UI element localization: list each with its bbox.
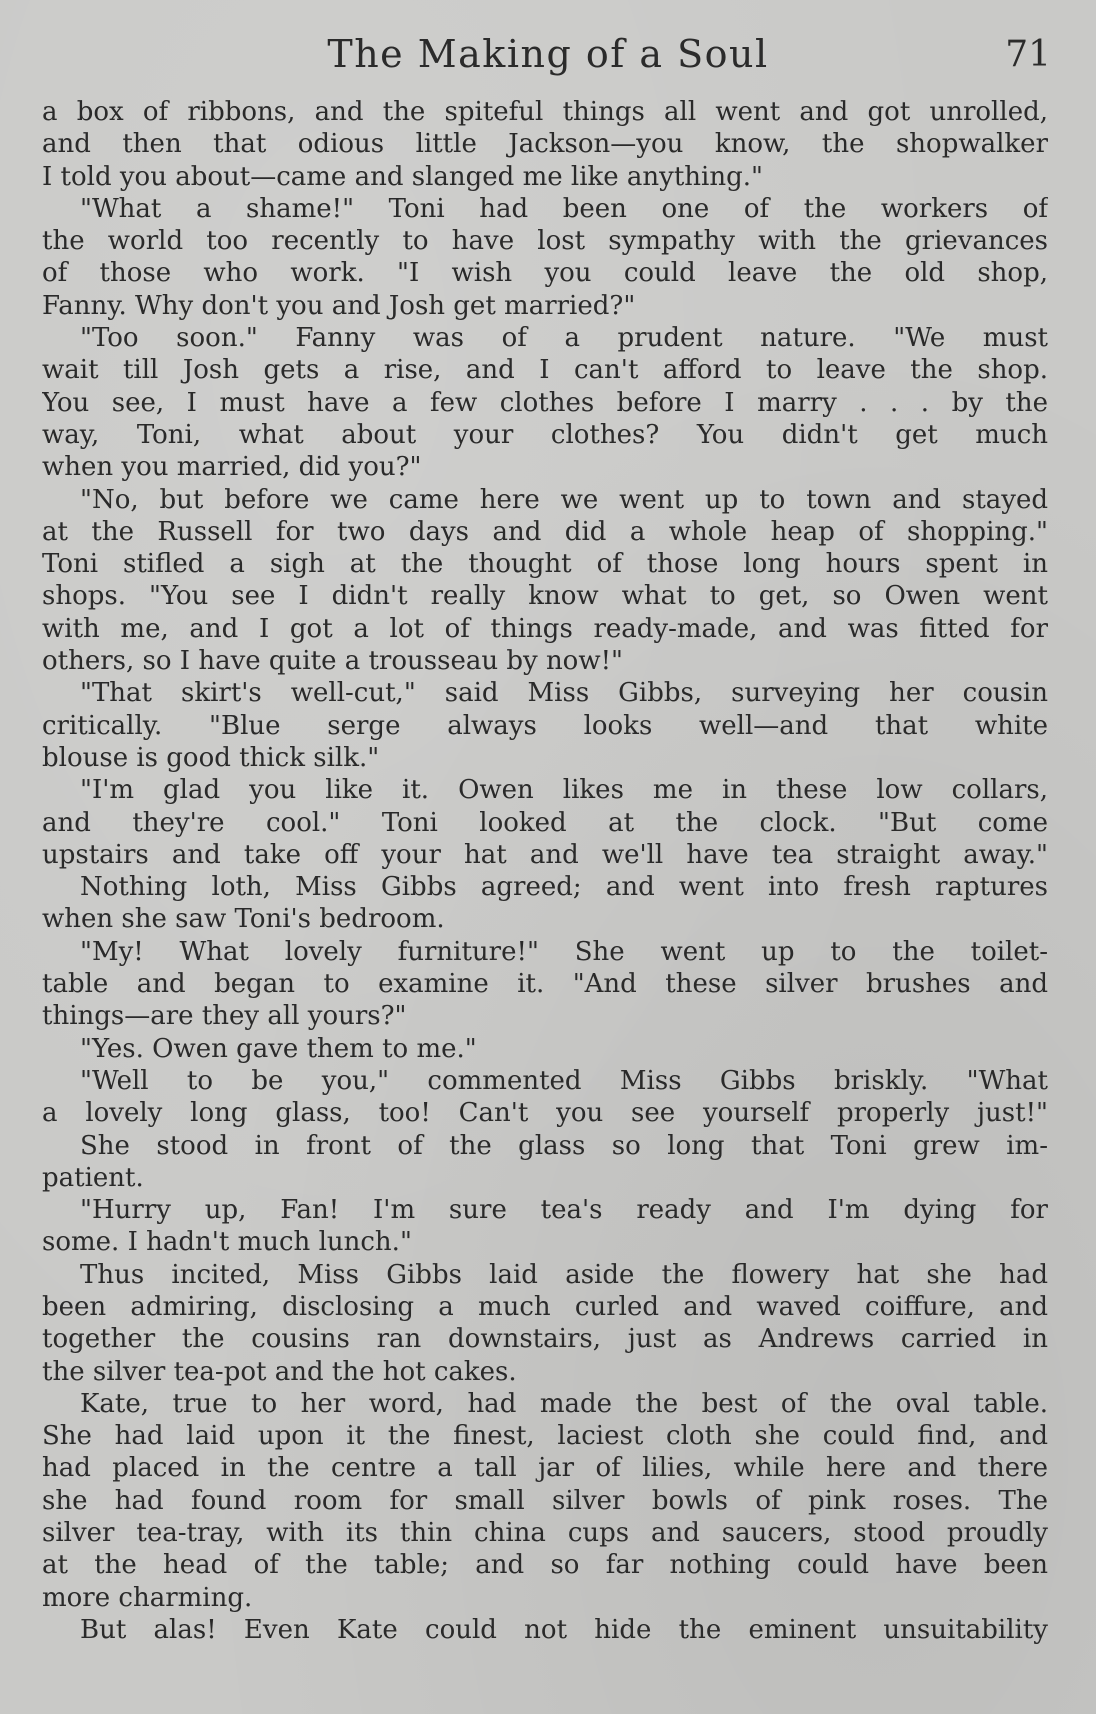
text-line: the world too recently to have lost sympathy with the grievances [42, 226, 1048, 257]
text-line: way, Toni, what about your clothes? You didn't get much [42, 419, 1048, 450]
text-line: of those who work. "I wish you could leave the old shop, [42, 258, 1048, 289]
text-line: more charming. [42, 1582, 253, 1613]
text-line: wait till Josh gets a rise, and I can't afford to leave the shop. [42, 355, 1048, 386]
running-header [0, 28, 1096, 88]
text-line: She had laid upon it the finest, laciest cloth she could find, and [42, 1421, 1048, 1452]
text-line: I told you about—came and slanged me like anything." [42, 161, 763, 192]
text-line: But alas! Even Kate could not hide the eminent unsuitability [80, 1614, 1048, 1645]
text-line: "Too soon." Fanny was of a prudent nature. "We must [80, 323, 1048, 354]
text-line: Fanny. Why don't you and Josh get married?" [42, 290, 636, 321]
text-line: when she saw Toni's bedroom. [42, 904, 445, 935]
text-line: "What a shame!" Toni had been one of the workers of [80, 193, 1048, 224]
text-line: when you married, did you?" [42, 452, 422, 483]
text-line: a box of ribbons, and the spiteful things all went and got unrolled, [42, 97, 1048, 127]
page-title: The Making of a Soul [327, 32, 769, 76]
text-line: silver tea-tray, with its thin china cups and saucers, stood proudly [42, 1518, 1048, 1549]
text-line: blouse is good thick silk." [42, 742, 380, 773]
text-line: upstairs and take off your hat and we'll have tea straight away." [42, 839, 1048, 870]
body-text [42, 96, 1048, 1646]
text-line: and then that odious little Jackson—you know, the shopwalker [42, 129, 1048, 160]
text-line: a lovely long glass, too! Can't you see yourself properly just!" [42, 1098, 1048, 1129]
text-line: "No, but before we came here we went up to town and stayed [80, 484, 1048, 515]
text-line: had placed in the centre a tall jar of lilies, while here and there [42, 1453, 1048, 1484]
text-line: Toni stifled a sigh at the thought of those long hours spent in [42, 549, 1048, 580]
text-line: She stood in front of the glass so long that Toni grew im- [80, 1130, 1048, 1161]
text-line: Thus incited, Miss Gibbs laid aside the flowery hat she had [80, 1259, 1048, 1290]
text-line: Nothing loth, Miss Gibbs agreed; and went into fresh raptures [80, 872, 1048, 903]
text-line: been admiring, disclosing a much curled and waved coiffure, and [42, 1291, 1048, 1322]
text-line: things—are they all yours?" [42, 1001, 407, 1032]
text-line: at the Russell for two days and did a whole heap of shopping." [42, 516, 1048, 547]
text-line: shops. "You see I didn't really know what to get, so Owen went [42, 581, 1048, 612]
text-line: "Well to be you," commented Miss Gibbs briskly. "What [80, 1065, 1048, 1096]
text-line: the silver tea-pot and the hot cakes. [42, 1356, 517, 1387]
text-line: at the head of the table; and so far nothing could have been [42, 1550, 1048, 1581]
text-line: table and began to examine it. "And these silver brushes and [42, 969, 1048, 1000]
text-line: "I'm glad you like it. Owen likes me in these low collars, [80, 775, 1048, 806]
text-line: "Yes. Owen gave them to me." [80, 1033, 477, 1064]
text-line: she had found room for small silver bowls of pink roses. The [42, 1485, 1048, 1516]
text-line: Kate, true to her word, had made the best of the oval table. [80, 1388, 1048, 1419]
text-line: and they're cool." Toni looked at the clock. "But come [42, 807, 1048, 838]
text-line: "Hurry up, Fan! I'm sure tea's ready and I'm dying for [80, 1195, 1048, 1226]
text-line: critically. "Blue serge always looks well—and that white [42, 710, 1048, 741]
text-line: some. I hadn't much lunch." [42, 1227, 412, 1258]
text-line: "My! What lovely furniture!" She went up to the toilet- [80, 936, 1048, 967]
text-line: You see, I must have a few clothes before I marry . . . by the [42, 387, 1048, 418]
text-line: "That skirt's well-cut," said Miss Gibbs, surveying her cousin [80, 678, 1048, 709]
text-line: patient. [42, 1162, 144, 1193]
text-line: with me, and I got a lot of things ready-made, and was fitted for [42, 613, 1048, 644]
page-number: 71 [1005, 34, 1051, 75]
text-line: together the cousins ran downstairs, just as Andrews carried in [42, 1324, 1048, 1355]
text-line: others, so I have quite a trousseau by now!" [42, 646, 624, 677]
